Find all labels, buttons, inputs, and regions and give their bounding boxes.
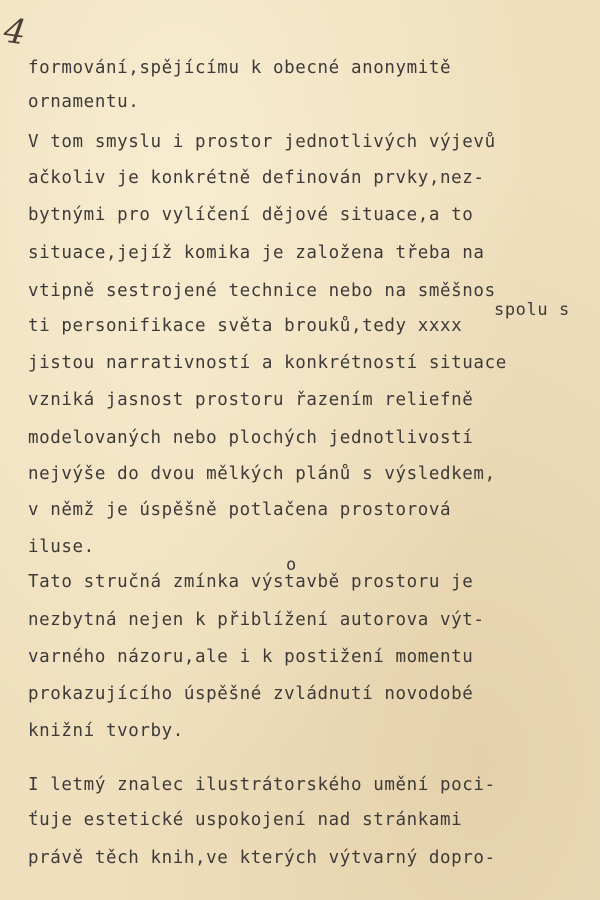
text-line-15: Tato stručná zmínka výstavbě prostoru je	[28, 572, 474, 592]
interlinear-insertion-spolu-s: spolu s	[494, 300, 570, 320]
text-line-21: ťuje estetické uspokojení nad stránkami	[28, 810, 463, 830]
text-line-12: nejvýše do dvou mělkých plánů s výsledkem,	[28, 464, 496, 484]
text-line-8: ti personifikace světa brouků,tedy xxxx	[28, 316, 463, 336]
text-line-10: vzniká jasnost prostoru řazením reliefně	[28, 390, 474, 410]
text-line-9: jistou narrativností a konkrétností situace	[28, 353, 507, 373]
text-line-7: vtipně sestrojené technice nebo na směšnos	[28, 281, 496, 301]
handwritten-page-number: 4	[1, 10, 29, 54]
text-line-18: prokazujícího úspěšné zvládnutí novodobé	[28, 684, 474, 704]
text-line-19: knižní tvorby.	[28, 721, 184, 741]
text-line-4: ačkoliv je konkrétně definován prvky,nez-	[28, 168, 485, 188]
text-line-22: právě těch knih,ve kterých výtvarný dopro-	[28, 848, 496, 868]
text-line-16: nezbytná nejen k přiblížení autorova výt-	[28, 610, 485, 630]
text-line-5: bytnými pro vylíčení dějové situace,a to	[28, 205, 474, 225]
text-line-2: ornamentu.	[28, 92, 140, 112]
interlinear-insertion-o: o	[286, 555, 297, 575]
text-line-13: v němž je úspěšně potlačena prostorová	[28, 500, 452, 520]
text-line-3: V tom smyslu i prostor jednotlivých výjevů	[28, 132, 496, 152]
text-line-6: situace,jejíž komika je založena třeba na	[28, 243, 485, 263]
text-line-14: iluse.	[28, 537, 95, 557]
text-line-1: formování,spějícímu k obecné anonymitě	[28, 58, 452, 78]
text-line-11: modelovaných nebo plochých jednotlivostí	[28, 428, 474, 448]
text-line-17: varného názoru,ale i k postižení momentu	[28, 647, 474, 667]
text-line-20: I letmý znalec ilustrátorského umění poci-	[28, 775, 496, 795]
